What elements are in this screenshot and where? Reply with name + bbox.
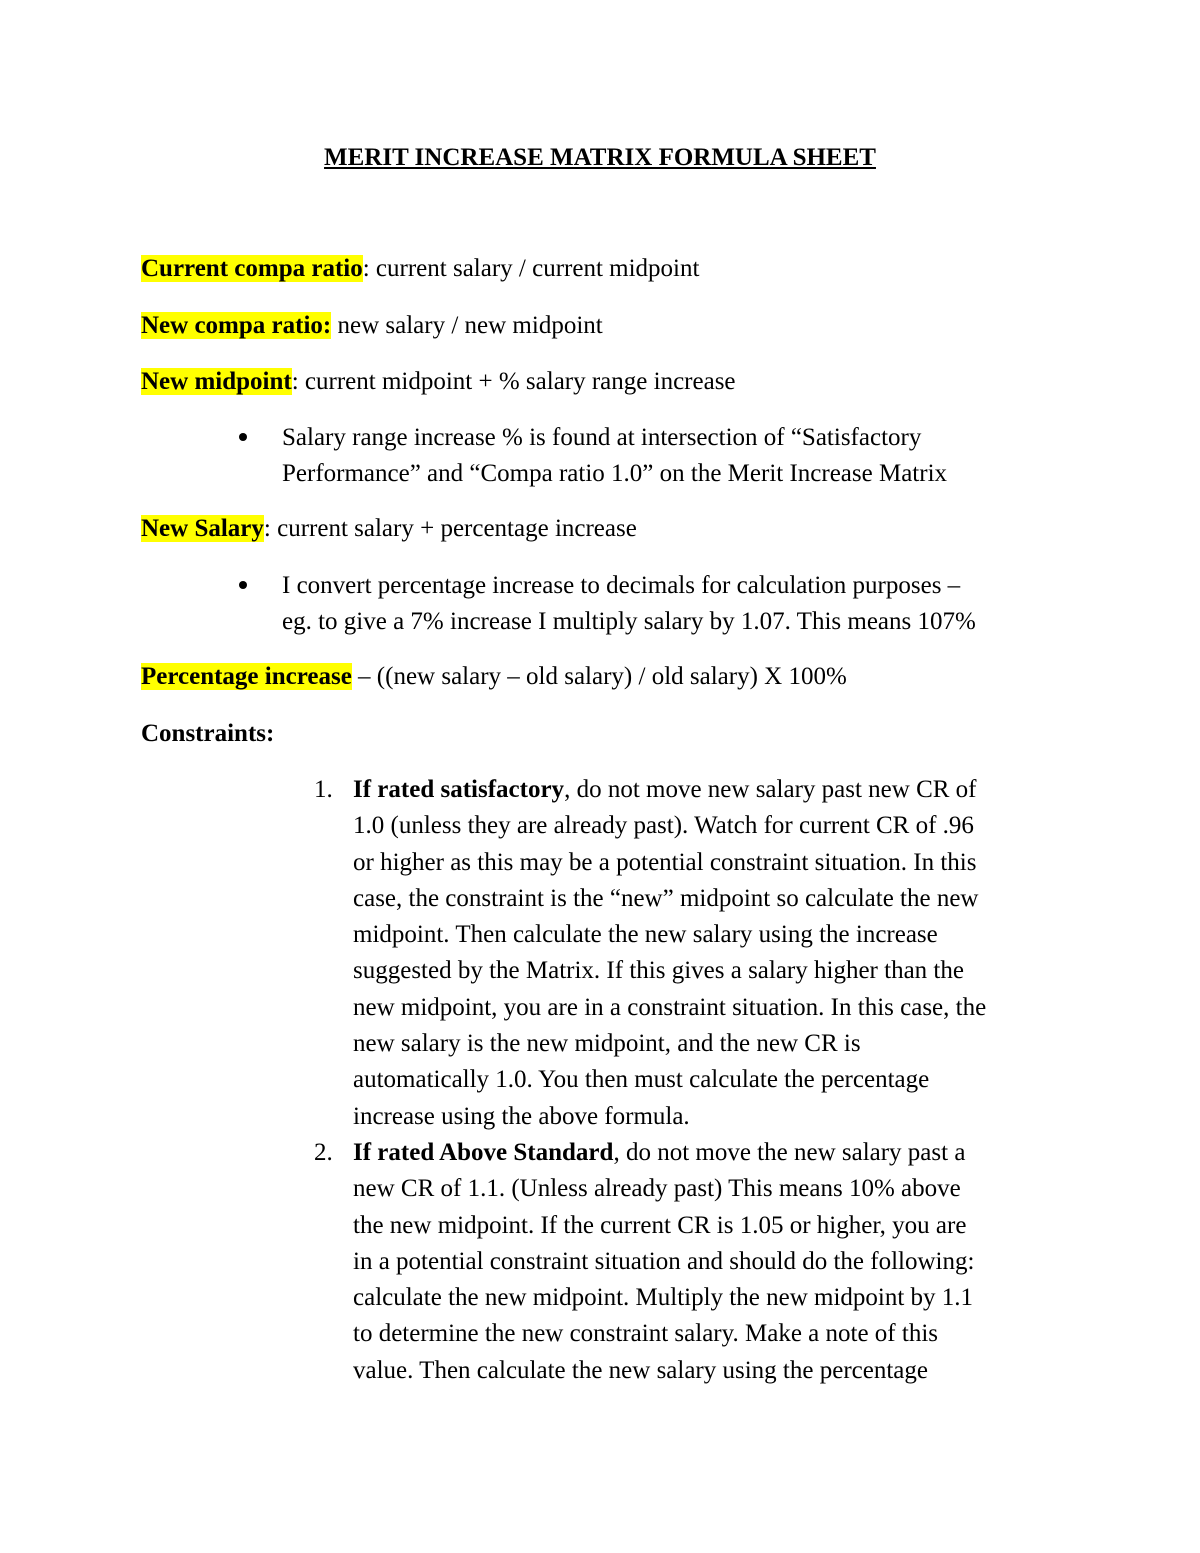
list-line: midpoint. Then calculate the new salary using the increase [353,921,938,949]
definition-new-salary: New Salary: current salary + percentage increase [141,515,637,542]
list-number: 1. [314,776,333,803]
definition-term: New compa ratio: [141,312,332,339]
bullet-line: I convert percentage increase to decimals for calculation purposes – [282,572,961,599]
list-line: new midpoint, you are in a constraint situation. In this case, the [353,993,987,1021]
bullet-item-range-increase [282,420,1082,492]
list-line: automatically 1.0. You then must calculate the percentage [353,1066,930,1094]
list-line: calculate the new midpoint. Multiply the new midpoint by 1.1 [353,1284,974,1312]
list-line: in a potential constraint situation and should do the following: [353,1247,975,1275]
constraint-lead: If rated satisfactory [353,776,565,803]
list-line: the new midpoint. If the current CR is 1.05 or higher, you are [353,1211,967,1239]
bullet-line: Salary range increase % is found at intersection of “Satisfactory [282,424,922,451]
definition-percentage-increase [141,662,847,692]
bullet-line: eg. to give a 7% increase I multiply salary by 1.07. This means 107% [282,608,976,635]
definition-text: current salary + percentage increase [277,515,637,542]
definition-text: new salary / new midpoint [337,312,603,339]
bullet-item-decimal-conversion [282,568,1082,640]
list-line: new CR of 1.1. (Unless already past) This means 10% above [353,1175,961,1203]
definition-term: Current compa ratio [141,255,363,282]
constraints-heading: Constraints: [141,720,275,747]
list-line: or higher as this may be a potential constraint situation. In this [353,848,977,876]
constraint-lead: If rated Above Standard [353,1139,614,1166]
list-line: suggested by the Matrix. If this gives a salary higher than the [353,957,964,985]
definition-text: current midpoint + % salary range increase [304,368,736,395]
list-line: to determine the new constraint salary. Make a note of this [353,1320,938,1348]
bullet-line: Performance” and “Compa ratio 1.0” on the Merit Increase Matrix [282,460,948,487]
page-title: MERIT INCREASE MATRIX FORMULA SHEET [324,144,876,171]
definition-new-midpoint: New midpoint: current midpoint + % salary range increase [141,368,736,395]
definition-new-compa-ratio [141,311,603,341]
definition-term: New Salary [141,515,264,542]
list-first-line: If rated Above Standard, do not move the new salary past a [353,1139,966,1166]
list-number: 2. [314,1139,333,1166]
definition-text: – ((new salary – old salary) / old salary) X 100% [358,663,847,690]
list-first-line: If rated satisfactory, do not move new salary past new CR of [353,776,977,803]
list-line: increase using the above formula. [353,1102,690,1130]
constraint-item-above-standard [353,1135,1073,1389]
bullet-dot [239,581,247,589]
bullet-dot [239,433,247,441]
definition-text: current salary / current midpoint [375,255,700,282]
list-line: new salary is the new midpoint, and the new CR is [353,1030,861,1058]
definition-term: Percentage increase [141,663,352,690]
constraint-item-satisfactory [353,772,1073,1135]
list-line: case, the constraint is the “new” midpoint so calculate the new [353,884,979,912]
definition-term: New midpoint [141,368,292,395]
definition-current-compa-ratio: Current compa ratio: current salary / current midpoint [141,255,700,282]
list-line: 1.0 (unless they are already past). Watch for current CR of .96 [353,812,974,840]
list-line: value. Then calculate the new salary using the percentage [353,1356,928,1384]
